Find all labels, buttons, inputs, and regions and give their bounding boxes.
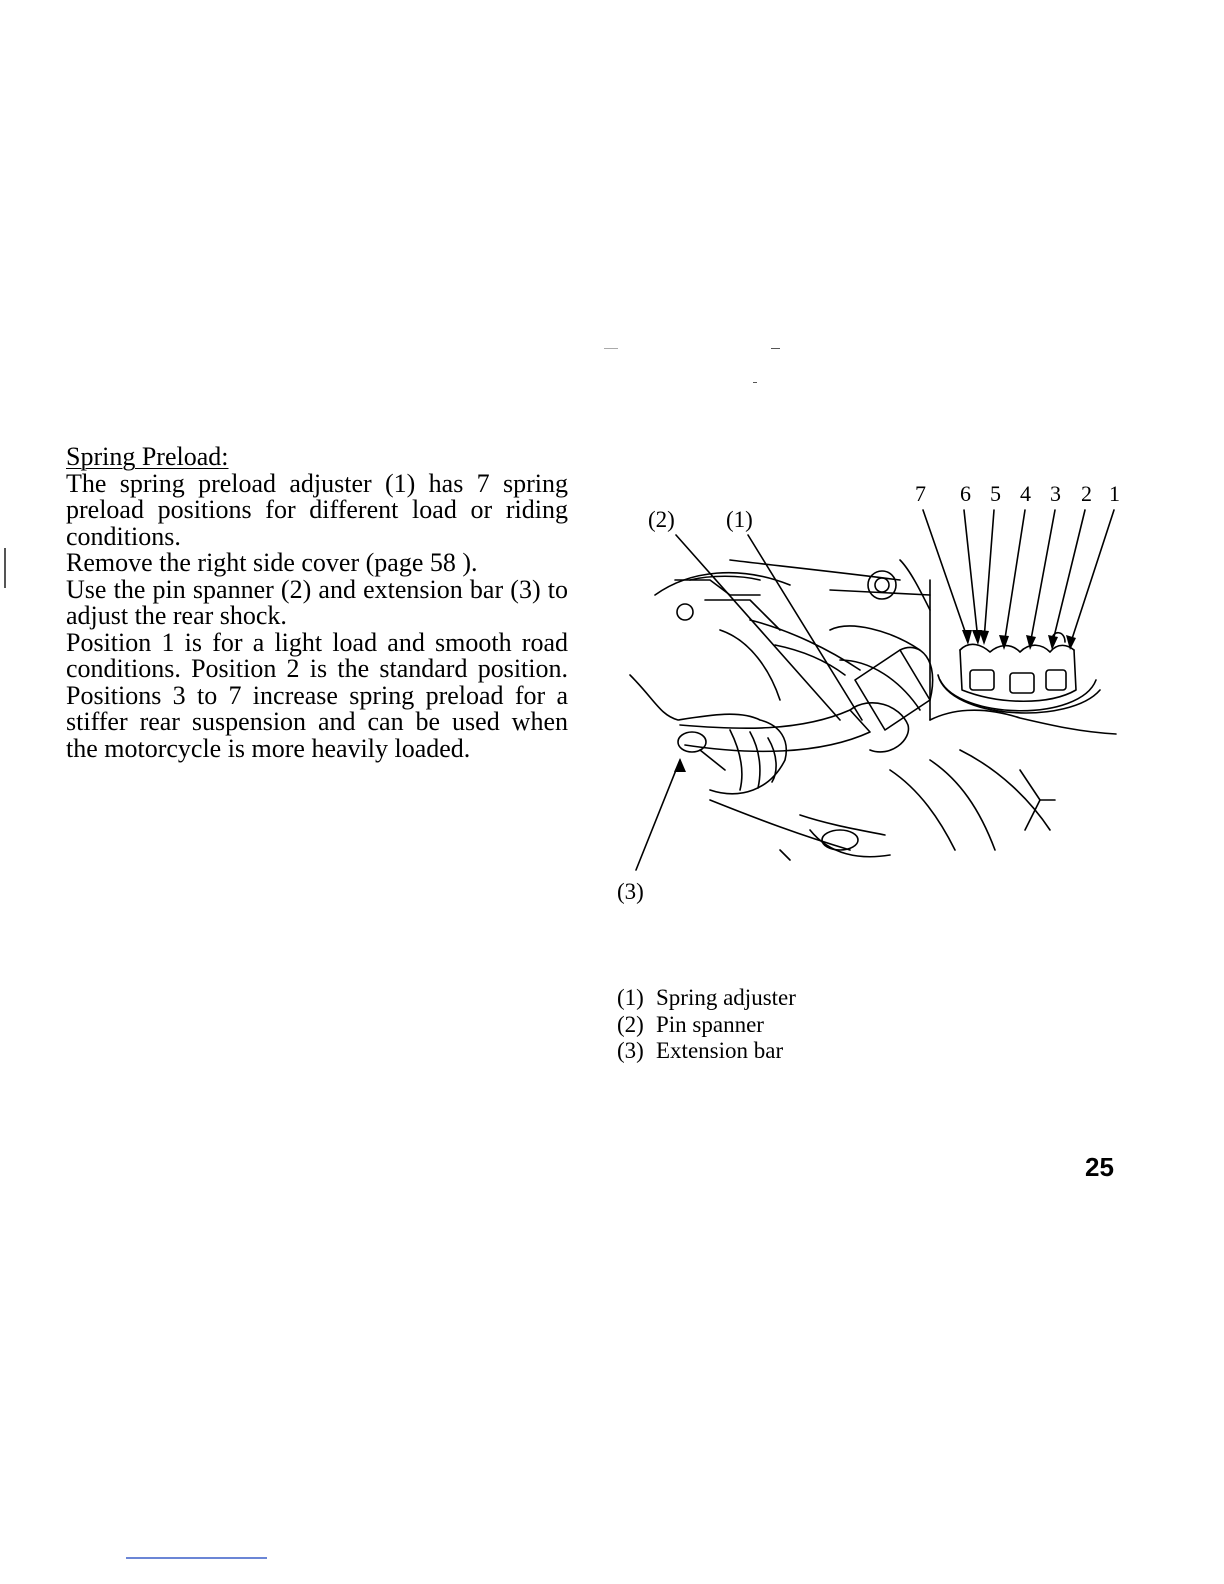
legend-item	[617, 1012, 796, 1039]
hand-outline	[630, 675, 786, 794]
scan-speck	[753, 382, 757, 383]
frame-line	[710, 800, 850, 850]
scan-speck	[771, 348, 780, 349]
frame-line	[780, 850, 790, 860]
position-arrow-1	[1070, 510, 1114, 645]
frame-line	[960, 750, 1050, 830]
scan-margin-mark	[4, 548, 6, 588]
legend-label: Spring adjuster	[656, 985, 796, 1010]
callout-spring-adjuster: (1)	[726, 507, 753, 532]
illustration-drawing	[600, 470, 1124, 910]
spring-preload-illustration	[600, 470, 1124, 910]
extension-bar	[700, 750, 725, 770]
section-heading: Spring Preload:	[66, 442, 229, 471]
frame-hole	[677, 604, 693, 620]
frame-line	[890, 770, 955, 850]
adjuster-tab	[1046, 670, 1066, 690]
position-arrow-2	[1052, 510, 1085, 645]
adjuster-notches	[960, 644, 1074, 652]
frame-line	[830, 590, 930, 595]
frame-line	[730, 560, 900, 580]
frame-bolt	[868, 571, 896, 599]
arrowhead	[1026, 635, 1036, 650]
paragraph-position-details: Position 1 is for a light load and smooth road conditions. Position 2 is the standard position. Positions 3 to 7 increase spring preload for a stiffer rear suspension and can be used when the motorcycle is more heavily loaded.	[66, 627, 568, 763]
frame-bolt-inner	[875, 578, 889, 592]
legend-number: (1)	[617, 985, 644, 1010]
hand-finger	[768, 738, 776, 782]
shock-body	[855, 650, 930, 730]
frame-line	[800, 815, 885, 835]
leader-line-extension-bar	[636, 760, 680, 870]
position-arrow-5	[984, 510, 994, 640]
position-label-2: 2	[1081, 481, 1092, 506]
page-number: 25	[1085, 1152, 1114, 1182]
hand-finger	[730, 730, 742, 790]
figure-legend	[617, 985, 796, 1065]
arrowhead	[1048, 635, 1058, 650]
pin-spanner-head	[850, 703, 908, 752]
position-label-3: 3	[1050, 481, 1061, 506]
frame-line	[900, 560, 930, 610]
text-column	[66, 444, 568, 762]
arrowhead	[999, 635, 1009, 650]
hand-finger	[750, 732, 760, 788]
legend-number: (3)	[617, 1038, 644, 1063]
leader-line-spring-adjuster	[748, 535, 862, 720]
position-label-5: 5	[990, 481, 1001, 506]
position-arrow-3	[1030, 510, 1055, 645]
frame-line	[830, 626, 920, 650]
legend-label: Pin spanner	[656, 1011, 764, 1037]
frame-line	[720, 630, 780, 700]
position-arrow-6	[964, 510, 978, 640]
position-label-1: 1	[1109, 481, 1120, 506]
position-label-7: 7	[915, 481, 926, 506]
position-arrow-4	[1004, 510, 1025, 645]
adjuster-tab	[1010, 673, 1034, 693]
arrowhead	[1066, 635, 1076, 650]
legend-item	[617, 1038, 796, 1065]
callout-extension-bar: (3)	[617, 879, 644, 904]
frame-line	[775, 645, 845, 675]
legend-label: Extension bar	[656, 1038, 784, 1063]
adjuster-tab	[970, 670, 994, 690]
arrowhead	[979, 630, 989, 645]
legend-item	[617, 985, 796, 1012]
frame-line	[1020, 770, 1040, 830]
paragraph-remove-cover: Remove the right side cover (page 58 ).	[66, 548, 478, 577]
paragraph-use-tools: Use the pin spanner (2) and extension bar (3) to adjust the rear shock.	[66, 574, 568, 630]
position-label-6: 6	[960, 481, 971, 506]
arrowhead	[962, 630, 972, 645]
scan-speck	[604, 348, 618, 349]
legend-number: (2)	[617, 1011, 644, 1037]
position-label-4: 4	[1020, 481, 1031, 506]
arrowhead	[674, 758, 686, 772]
bottom-rule	[126, 1557, 267, 1559]
frame-line	[930, 760, 995, 850]
paragraph-adjuster-positions: The spring preload adjuster (1) has 7 spring preload positions for different load or riding conditions.	[66, 468, 568, 551]
callout-pin-spanner: (2)	[648, 507, 675, 532]
extension-bar-end	[678, 732, 706, 752]
